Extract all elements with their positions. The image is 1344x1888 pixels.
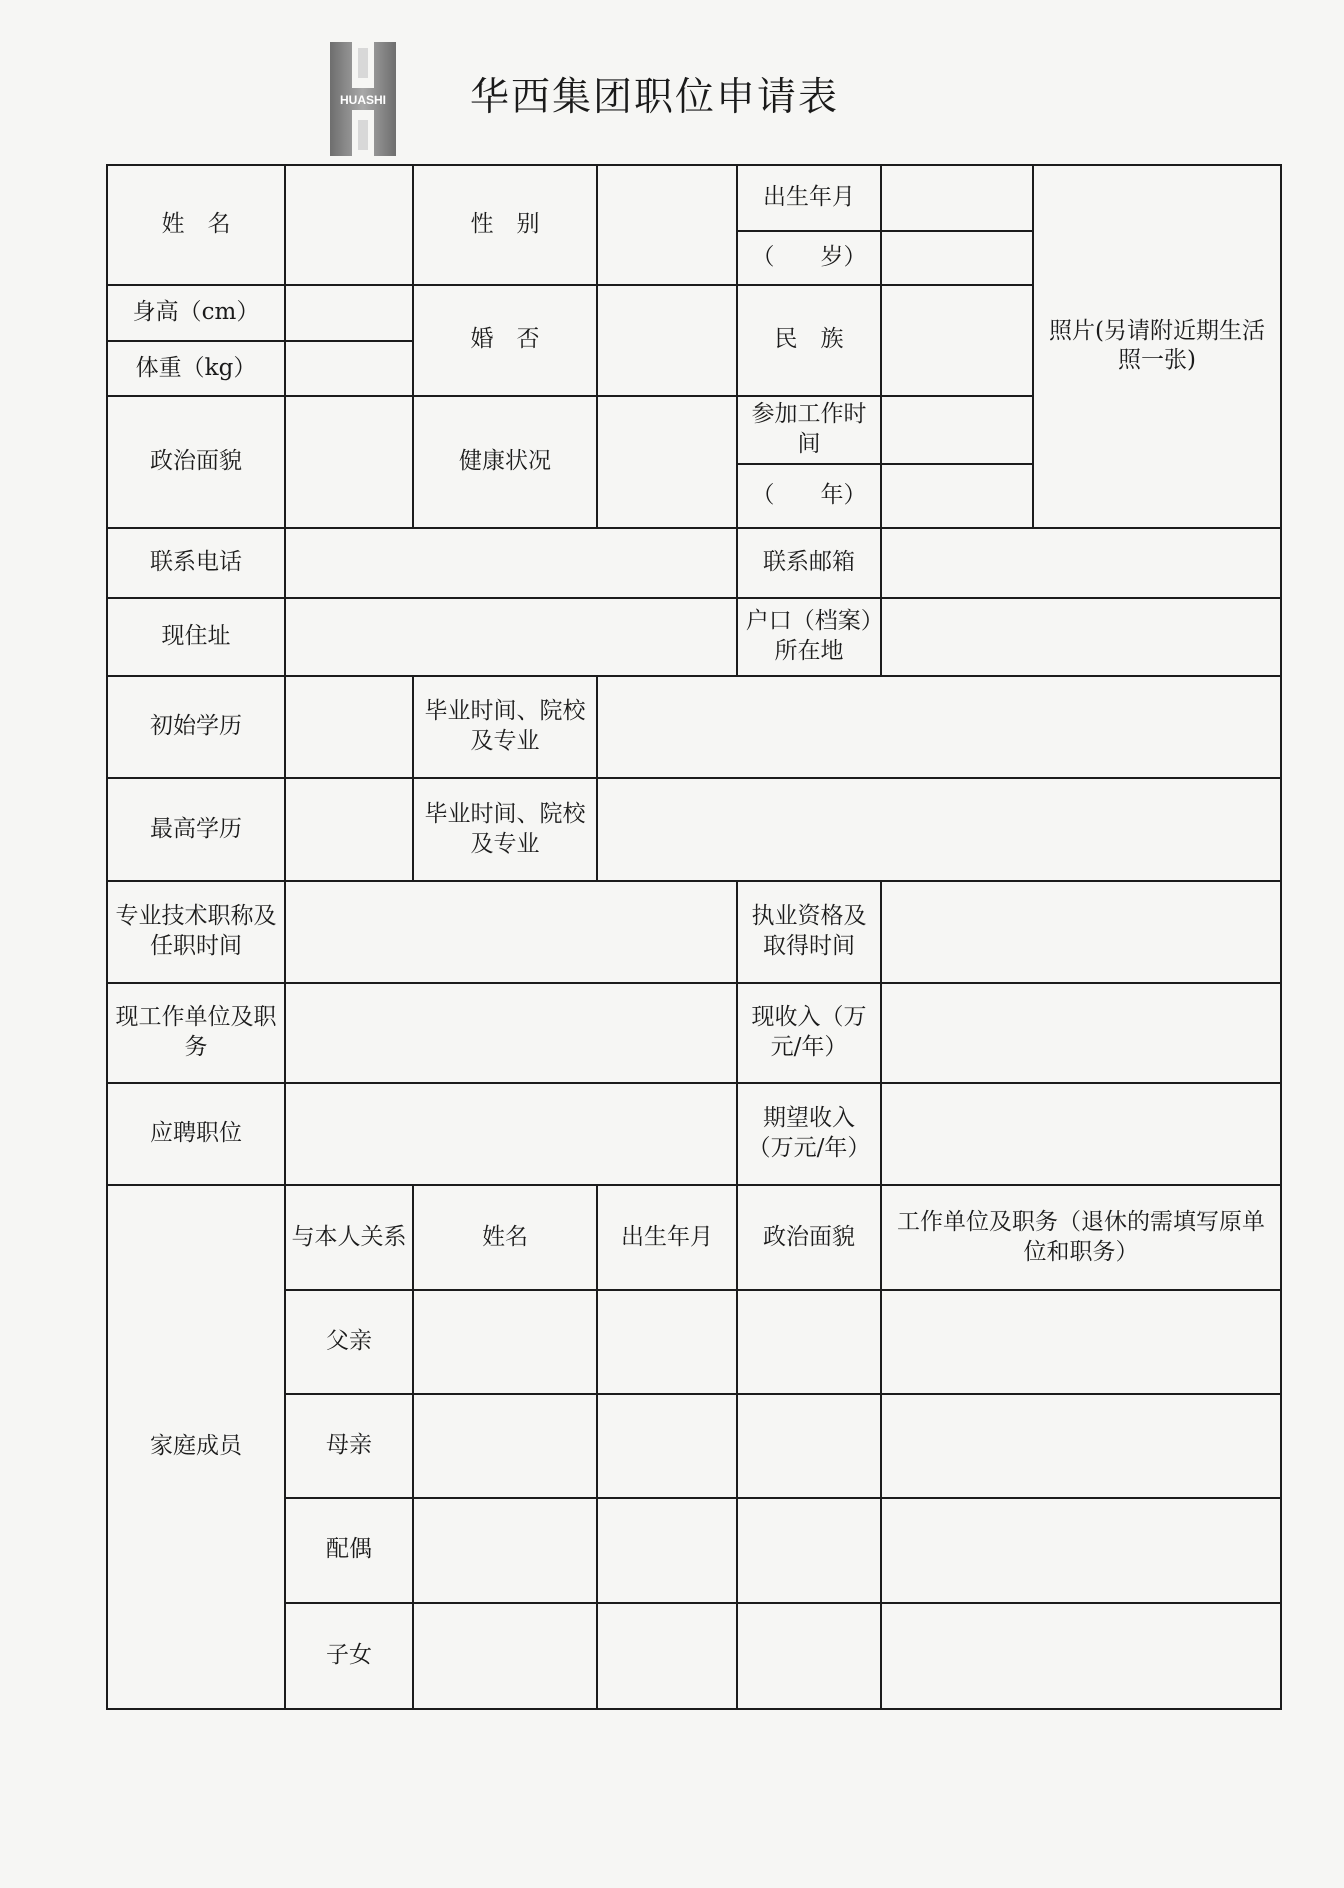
family-row-children-label: 子女 (285, 1603, 413, 1709)
field-ethnicity[interactable] (881, 285, 1033, 395)
label-gender: 性 别 (413, 165, 597, 285)
field-position[interactable] (285, 1083, 737, 1185)
family-father-name[interactable] (413, 1290, 597, 1394)
field-age[interactable] (881, 231, 1033, 285)
label-birth: 出生年月 (737, 165, 881, 231)
label-family: 家庭成员 (107, 1185, 285, 1709)
field-grad-info-1[interactable] (597, 676, 1281, 778)
family-mother-political[interactable] (737, 1394, 881, 1498)
label-tech-title: 专业技术职称及任职时间 (107, 881, 285, 983)
label-email: 联系邮箱 (737, 528, 881, 598)
family-children-birth[interactable] (597, 1603, 737, 1709)
application-form (106, 164, 1282, 1710)
logo-text: HUASHI (339, 93, 387, 107)
family-header-relation: 与本人关系 (285, 1185, 413, 1289)
form-title: 华西集团职位申请表 (470, 75, 840, 120)
family-spouse-employer[interactable] (881, 1498, 1281, 1602)
label-work-start: 参加工作时间 (737, 396, 881, 464)
label-initial-edu: 初始学历 (107, 676, 285, 778)
label-address: 现住址 (107, 598, 285, 676)
label-current-income: 现收入（万元/年） (737, 983, 881, 1083)
field-marital[interactable] (597, 285, 737, 395)
label-phone: 联系电话 (107, 528, 285, 598)
family-header-political: 政治面貌 (737, 1185, 881, 1289)
label-expected-income: 期望收入（万元/年） (737, 1083, 881, 1185)
label-qualification: 执业资格及取得时间 (737, 881, 881, 983)
field-qualification[interactable] (881, 881, 1281, 983)
family-mother-birth[interactable] (597, 1394, 737, 1498)
field-grad-info-2[interactable] (597, 778, 1281, 880)
family-row-spouse-label: 配偶 (285, 1498, 413, 1602)
family-header-name: 姓名 (413, 1185, 597, 1289)
family-spouse-political[interactable] (737, 1498, 881, 1602)
family-father-political[interactable] (737, 1290, 881, 1394)
family-spouse-birth[interactable] (597, 1498, 737, 1602)
label-years: （ 年） (737, 464, 881, 528)
family-mother-employer[interactable] (881, 1394, 1281, 1498)
huashi-logo (330, 42, 396, 156)
field-political[interactable] (285, 396, 413, 528)
field-years[interactable] (881, 464, 1033, 528)
label-hukou: 户口（档案）所在地 (737, 598, 881, 676)
field-current-employer[interactable] (285, 983, 737, 1083)
family-header-birth: 出生年月 (597, 1185, 737, 1289)
family-children-name[interactable] (413, 1603, 597, 1709)
label-highest-edu: 最高学历 (107, 778, 285, 880)
family-children-employer[interactable] (881, 1603, 1281, 1709)
field-initial-edu[interactable] (285, 676, 413, 778)
field-birth[interactable] (881, 165, 1033, 231)
label-marital: 婚 否 (413, 285, 597, 395)
field-address[interactable] (285, 598, 737, 676)
field-gender[interactable] (597, 165, 737, 285)
label-political: 政治面貌 (107, 396, 285, 528)
field-highest-edu[interactable] (285, 778, 413, 880)
field-height[interactable] (285, 285, 413, 341)
field-tech-title[interactable] (285, 881, 737, 983)
label-height: 身高（cm） (107, 285, 285, 341)
label-grad-info-1: 毕业时间、院校及专业 (413, 676, 597, 778)
family-header-employer: 工作单位及职务（退休的需填写原单位和职务） (881, 1185, 1281, 1289)
family-row-father-label: 父亲 (285, 1290, 413, 1394)
field-email[interactable] (881, 528, 1281, 598)
field-current-income[interactable] (881, 983, 1281, 1083)
label-weight: 体重（kg） (107, 341, 285, 395)
label-ethnicity: 民 族 (737, 285, 881, 395)
family-spouse-name[interactable] (413, 1498, 597, 1602)
photo-box: 照片(另请附近期生活照一张) (1033, 165, 1281, 528)
label-name: 姓 名 (107, 165, 285, 285)
family-mother-name[interactable] (413, 1394, 597, 1498)
label-health: 健康状况 (413, 396, 597, 528)
label-position: 应聘职位 (107, 1083, 285, 1185)
label-grad-info-2: 毕业时间、院校及专业 (413, 778, 597, 880)
field-hukou[interactable] (881, 598, 1281, 676)
family-father-birth[interactable] (597, 1290, 737, 1394)
family-row-mother-label: 母亲 (285, 1394, 413, 1498)
field-name[interactable] (285, 165, 413, 285)
field-work-start[interactable] (881, 396, 1033, 464)
field-health[interactable] (597, 396, 737, 528)
field-weight[interactable] (285, 341, 413, 395)
family-children-political[interactable] (737, 1603, 881, 1709)
field-expected-income[interactable] (881, 1083, 1281, 1185)
label-current-employer: 现工作单位及职务 (107, 983, 285, 1083)
family-father-employer[interactable] (881, 1290, 1281, 1394)
field-phone[interactable] (285, 528, 737, 598)
label-age: （ 岁） (737, 231, 881, 285)
